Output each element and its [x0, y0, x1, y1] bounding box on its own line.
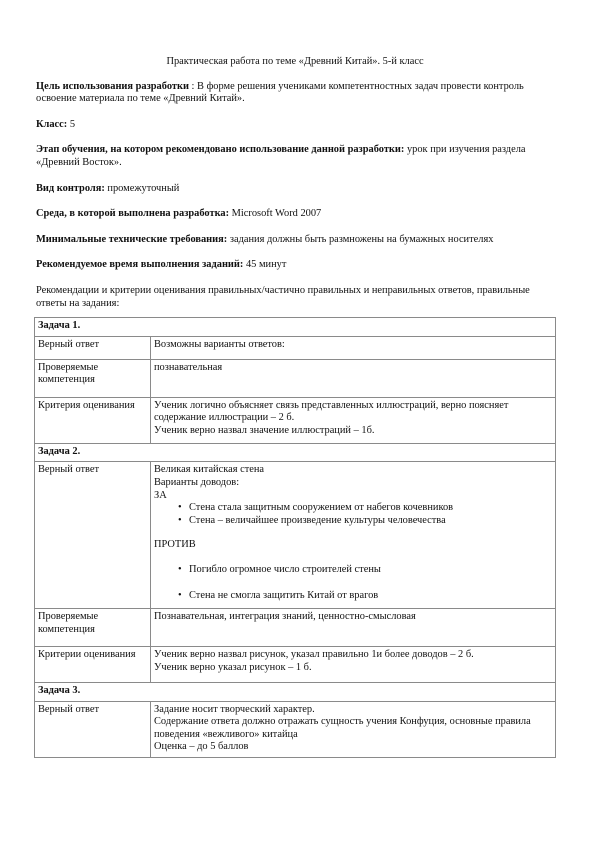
- answer-line: Задание носит творческий характер.: [154, 703, 315, 715]
- table-row: [35, 609, 556, 647]
- criteria-intro: Рекомендации и критерии оценивания правильных/частично правильных и неправильных ответов, правильные ответы на задания:: [36, 284, 530, 309]
- competence-label-cell: Проверяемые компетенция: [35, 609, 151, 647]
- pro-list: [154, 502, 552, 527]
- stage-value: урок при изучения раздела «Древний Восток».: [36, 144, 526, 168]
- pro-label: ЗА: [154, 489, 167, 501]
- time-label: Рекомендуемое время выполнения заданий:: [36, 259, 244, 271]
- task-header-row: [35, 318, 556, 337]
- competence-cell: познавательная: [151, 359, 556, 397]
- class-value: 5: [67, 118, 76, 130]
- task-title: Задача 2.: [35, 443, 556, 462]
- time-paragraph: [36, 259, 554, 272]
- list-item: • Стена – величайшее произведение культуры человечества: [178, 515, 552, 528]
- criteria-cell: [151, 647, 556, 683]
- answer-label-cell: Верный ответ: [35, 701, 151, 757]
- document-title: Практическая работа по теме «Древний Китай». 5-й класс: [166, 56, 424, 67]
- task-title: Задача 3.: [35, 683, 556, 702]
- table-row: [35, 701, 556, 757]
- contra-label: ПРОТИВ: [154, 539, 196, 551]
- criteria-line: Ученик верно указал рисунок – 1 б.: [154, 661, 312, 673]
- criteria-cell: [151, 397, 556, 443]
- requirements-value: задания должны быть размножены на бумажных носителях: [227, 233, 494, 245]
- task-header-row: [35, 683, 556, 702]
- class-label: Класс:: [36, 118, 68, 130]
- table-row: [35, 397, 556, 443]
- arguments-label: Варианты доводов:: [154, 476, 240, 488]
- control-paragraph: [36, 183, 554, 196]
- table-row: [35, 647, 556, 683]
- criteria-line: Ученик логично объясняет связь представленных иллюстраций, верно поясняет содержание иллюстрации – 2 б.: [154, 399, 509, 424]
- stage-paragraph: [36, 144, 554, 169]
- goal-text: : В форме решения учениками компетентностных задач провести контроль освоение материала по теме «Древний Китай».: [36, 80, 524, 105]
- requirements-label: Минимальные технические требования:: [36, 233, 228, 245]
- answer-line: Содержание ответа должно отражать сущность учения Конфуция, основные правила поведения «вежливого» китайца: [154, 716, 531, 740]
- task-title: Задача 1.: [35, 318, 556, 337]
- environment-value: Microsoft Word 2007: [229, 208, 322, 220]
- time-value: 45 минут: [243, 259, 287, 271]
- task-header-row: [35, 443, 556, 462]
- criteria-label-cell: Критерии оценивания: [35, 647, 151, 683]
- answer-cell: Возможны варианты ответов:: [151, 336, 556, 359]
- answer-cell: [151, 462, 556, 609]
- answer-label-cell: Верный ответ: [35, 336, 151, 359]
- list-item: • Стена не смогла защитить Китай от врагов: [178, 590, 552, 603]
- environment-label: Среда, в которой выполнена разработка:: [36, 208, 230, 220]
- answer-title: Великая китайская стена: [154, 464, 265, 476]
- criteria-line: Ученик верно назвал рисунок, указал правильно 1и более доводов – 2 б.: [154, 649, 474, 661]
- table-row: [35, 359, 556, 397]
- list-item: • Погибло огромное число строителей стены: [178, 564, 552, 577]
- table-row: [35, 462, 556, 609]
- environment-paragraph: [36, 208, 554, 221]
- stage-label: Этап обучения, на котором рекомендовано использование данной разработки:: [36, 144, 405, 156]
- criteria-line: Ученик верно назвал значение иллюстраций – 1б.: [154, 424, 375, 436]
- document-page: [36, 56, 554, 758]
- criteria-label-cell: Критерия оценивания: [35, 397, 151, 443]
- criteria-table: [34, 317, 556, 758]
- contra-list: [154, 564, 552, 603]
- competence-label-cell: Проверяемые компетенция: [35, 359, 151, 397]
- control-label: Вид контроля:: [36, 182, 105, 194]
- list-item: • Стена стала защитным сооружением от набегов кочевников: [178, 502, 552, 515]
- control-value: промежуточный: [104, 182, 180, 194]
- goal-label: Цель использования разработки: [36, 80, 189, 92]
- answer-line: Оценка – до 5 баллов: [154, 741, 249, 753]
- table-row: [35, 336, 556, 359]
- answer-label-cell: Верный ответ: [35, 462, 151, 609]
- answer-cell: [151, 701, 556, 757]
- requirements-paragraph: [36, 234, 554, 247]
- competence-cell: Познавательная, интеграция знаний, ценностно-смысловая: [151, 609, 556, 647]
- goal-paragraph: [36, 81, 554, 106]
- class-paragraph: [36, 119, 554, 132]
